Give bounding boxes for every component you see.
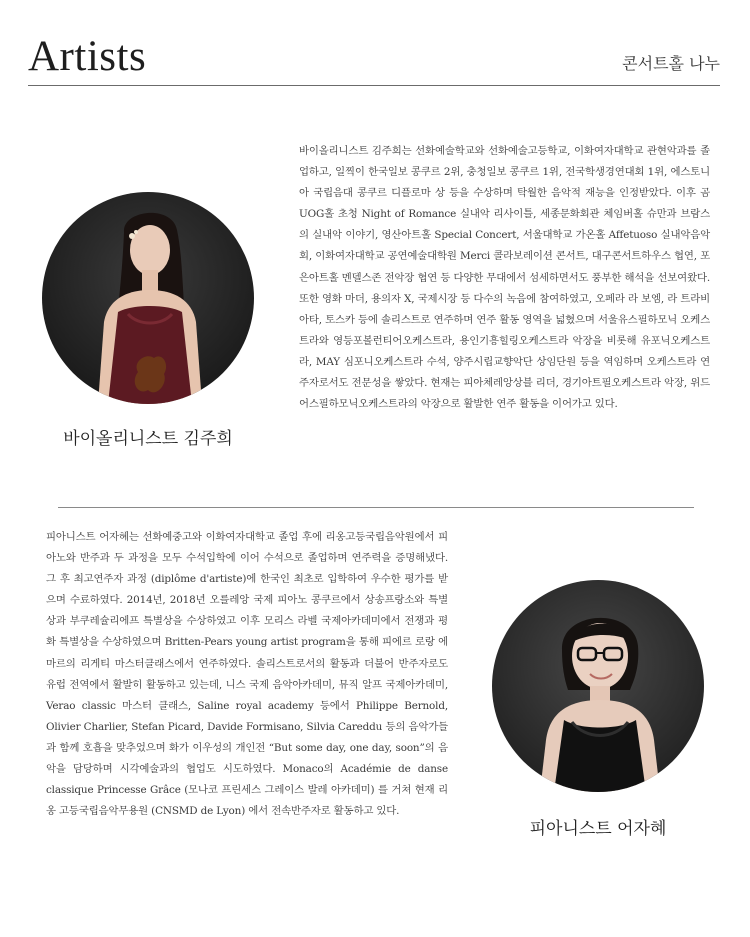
page-title: Artists bbox=[28, 33, 147, 80]
venue-name: 콘서트홀 나누 bbox=[622, 54, 720, 73]
pianist-caption: 피아니스트 어자혜 bbox=[529, 819, 667, 839]
violinist-portrait bbox=[42, 192, 254, 404]
violinist-caption: 바이올리니스트 김주희 bbox=[63, 429, 233, 449]
page-header bbox=[28, 30, 720, 86]
pianist-portrait bbox=[492, 580, 704, 792]
section-divider bbox=[58, 507, 694, 508]
pianist-bio: 피아니스트 어자혜는 선화예중고와 이화여자대학교 졸업 후에 리옹고등국립음악원에서 피아노와 반주과 두 과정을 모두 수석입학에 이어 수석으로 졸업하며 연주력을 증명해냈다. 그 후 최고연주자 과정 (diplôme d'artiste)에 한국인 최초로 입학하여 우수한 평가를 받으며 수료하였다. 2014년, 2018년 오를레앙 국제 피아노 콩쿠르에서 상송프랑소와 특별상과 부쿠레슐리에프 특별상을 수상하였고 이후 모리스 라벨 국제아카데미에서 전쟁과 평화 특별상을 수상하였으며 Britten-Pears young artist program을 통해 피에르 로랑 에마르의 리게티 마스터클래스에서 연주하였다. 솔리스트로서의 활동과 더불어 반주자로도 유럽 전역에서 활발히 활동하고 있는데, 니스 국제 음악아카데미, 뮤직 알프 국제아카데미, Verao classic 마스터 클래스, Saline royal academy 등에서 Philippe Bernold, Olivier Charlier, Stefan Picard, Davide Formisano, Silvia Careddu 등의 음악가들과 함께 호흡을 맞추었으며 화가 이우성의 개인전 “But some day, one day, soon”의 음악을 담당하며 시각예술과의 협업도 시도하였다. Monaco의 Académie de danse classique Princesse Grâce (모나코 프린세스 그레이스 발레 아카데미) 를 거쳐 현재 리옹 고등국립음악무용원 (CNSMD de Lyon) 에서 전속반주자로 활동하고 있다. bbox=[46, 531, 448, 818]
violinist-bio: 바이올리니스트 김주희는 선화예술학교와 선화예술고등학교, 이화여자대학교 관현악과를 졸업하고, 일찍이 한국일보 콩쿠르 2위, 충청일보 콩쿠르 1위, 전국학생경연대회 1위, 에스토니아 국립음대 콩쿠르 디플로마 상 등을 수상하며 탁월한 음악적 재능을 인정받았다. 이후 곰 UOG홀 초청 Night of Romance 실내악 리사이틀, 세종문화회관 체임버홀 슈만과 브람스의 실내악 이야기, 영산아트홀 Special Concert, 서울대학교 가온홀 Affetuoso 실내악음악회, 이화여자대학교 공연예술대학원 Merci 콜라보레이션 콘서트, 대구콘서트하우스 협연, 포은아트홀 멘델스존 전악장 협연 등 다양한 무대에서 섬세하면서도 풍부한 해석을 선보여왔다. 또한 영화 마더, 용의자 X, 국제시장 등 다수의 녹음에 참여하였고, 오페라 라 보엠, 라 트라비아타, 토스카 등에 솔리스트로 연주하며 연주 활동 영역을 넓혔으며 서울유스필하모닉 오케스트라와 영등포볼런티어오케스트라, 용인기흥힐링오케스트라 악장을 비롯해 유포닉오케스트라, MAY 심포니오케스트라 수석, 양주시립교향악단 상임단원 등을 역임하며 오케스트라 연주자로서도 전문성을 쌓았다. 현재는 피아체레앙상블 리더, 경기아트필오케스트라 악장, 위드어스필하모닉오케스트라의 악장으로 활발한 연주 활동을 이어가고 있다. bbox=[299, 145, 710, 411]
header-divider bbox=[28, 85, 720, 86]
